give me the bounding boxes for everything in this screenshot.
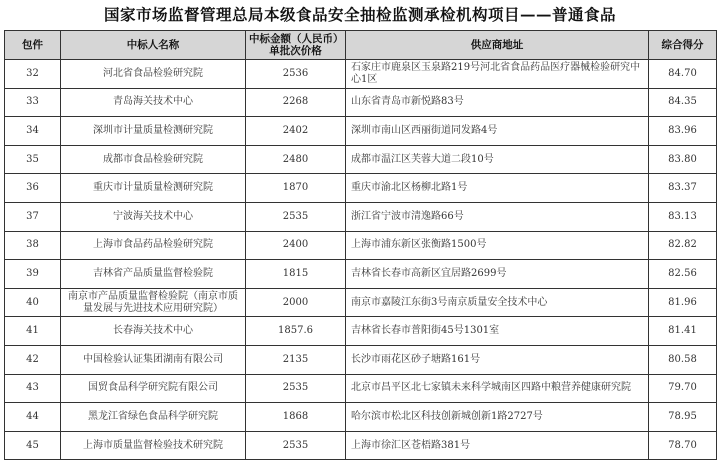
- cell-package: 45: [5, 431, 61, 460]
- cell-address: 浙江省宁波市清逸路66号: [346, 202, 649, 231]
- cell-winner: 上海市质量监督检验技术研究院: [61, 431, 246, 460]
- table-row: [5, 374, 717, 403]
- table-row: [5, 231, 717, 260]
- header-winner: 中标人名称: [61, 31, 246, 60]
- header-amount-line2: 单批次价格: [269, 45, 322, 57]
- cell-package: 44: [5, 403, 61, 432]
- table-row: [5, 145, 717, 174]
- cell-winner: 吉林省产品质量监督检验院: [61, 260, 246, 289]
- table-row: [5, 260, 717, 289]
- cell-package: 34: [5, 117, 61, 146]
- cell-winner: 中国检验认证集团湖南有限公司: [61, 345, 246, 374]
- cell-score: 82.82: [649, 231, 717, 260]
- table-row: [5, 88, 717, 117]
- cell-address: 上海市徐汇区苍梧路381号: [346, 431, 649, 460]
- cell-winner: 深圳市计量质量检测研究院: [61, 117, 246, 146]
- cell-address: 长沙市雨花区砂子塘路161号: [346, 345, 649, 374]
- cell-package: 35: [5, 145, 61, 174]
- cell-package: 42: [5, 345, 61, 374]
- document-title: 国家市场监督管理总局本级食品安全抽检监测承检机构项目——普通食品: [103, 5, 616, 24]
- cell-address: 成都市温江区芙蓉大道二段10号: [346, 145, 649, 174]
- cell-amount: 2536: [246, 60, 346, 89]
- cell-address: 山东省青岛市新悦路83号: [346, 88, 649, 117]
- cell-score: 81.96: [649, 288, 717, 317]
- cell-score: 83.13: [649, 202, 717, 231]
- cell-score: 83.96: [649, 117, 717, 146]
- cell-package: 37: [5, 202, 61, 231]
- cell-winner: 青岛海关技术中心: [61, 88, 246, 117]
- cell-address: 哈尔滨市松北区科技创新城创新1路2727号: [346, 403, 649, 432]
- cell-amount: 2480: [246, 145, 346, 174]
- cell-winner: 河北省食品检验研究院: [61, 60, 246, 89]
- cell-score: 84.70: [649, 60, 717, 89]
- cell-address: 石家庄市鹿泉区玉泉路219号河北省食品药品医疗器械检验研究中心1区: [346, 60, 649, 89]
- cell-package: 32: [5, 60, 61, 89]
- cell-package: 43: [5, 374, 61, 403]
- cell-address: 吉林省长春市高新区宜居路2699号: [346, 260, 649, 289]
- cell-score: 82.56: [649, 260, 717, 289]
- cell-address: 吉林省长春市普阳街45号1301室: [346, 317, 649, 346]
- cell-score: 84.35: [649, 88, 717, 117]
- cell-amount: 2535: [246, 202, 346, 231]
- cell-amount: 2402: [246, 117, 346, 146]
- table-body: [5, 60, 717, 460]
- cell-winner: 成都市食品检验研究院: [61, 145, 246, 174]
- table-row: [5, 403, 717, 432]
- header-score: 综合得分: [649, 31, 717, 60]
- cell-package: 41: [5, 317, 61, 346]
- table-row: [5, 317, 717, 346]
- cell-package: 38: [5, 231, 61, 260]
- cell-score: 83.80: [649, 145, 717, 174]
- cell-address: 深圳市南山区西丽街道同发路4号: [346, 117, 649, 146]
- table-row: [5, 202, 717, 231]
- cell-winner: 重庆市计量质量检测研究院: [61, 174, 246, 203]
- cell-amount: 2268: [246, 88, 346, 117]
- header-address: 供应商地址: [346, 31, 649, 60]
- header-package: 包件: [5, 31, 61, 60]
- cell-address: 上海市浦东新区张衡路1500号: [346, 231, 649, 260]
- cell-amount: 2000: [246, 288, 346, 317]
- cell-winner: 长春海关技术中心: [61, 317, 246, 346]
- cell-winner: 黑龙江省绿色食品科学研究院: [61, 403, 246, 432]
- cell-amount: 2400: [246, 231, 346, 260]
- cell-address: 重庆市渝北区杨柳北路1号: [346, 174, 649, 203]
- table-row: [5, 117, 717, 146]
- cell-package: 40: [5, 288, 61, 317]
- cell-score: 79.70: [649, 374, 717, 403]
- cell-package: 33: [5, 88, 61, 117]
- table-row: [5, 288, 717, 317]
- cell-amount: 1815: [246, 260, 346, 289]
- cell-address: 南京市嘉陵江东街3号南京质量安全技术中心: [346, 288, 649, 317]
- cell-score: 80.58: [649, 345, 717, 374]
- cell-amount: 2135: [246, 345, 346, 374]
- table-row: [5, 345, 717, 374]
- cell-score: 78.70: [649, 431, 717, 460]
- bid-results-table: [4, 30, 717, 460]
- header-amount-line1: 中标金额（人民币）: [249, 33, 344, 45]
- cell-winner: 宁波海关技术中心: [61, 202, 246, 231]
- table-header: [5, 31, 717, 60]
- cell-amount: 2535: [246, 431, 346, 460]
- table-row: [5, 60, 717, 89]
- cell-package: 39: [5, 260, 61, 289]
- cell-score: 81.41: [649, 317, 717, 346]
- cell-winner: 国贸食品科学研究院有限公司: [61, 374, 246, 403]
- cell-winner: 上海市食品药品检验研究院: [61, 231, 246, 260]
- cell-amount: 1870: [246, 174, 346, 203]
- cell-amount: 1868: [246, 403, 346, 432]
- cell-package: 36: [5, 174, 61, 203]
- cell-winner: 南京市产品质量监督检验院（南京市质量发展与先进技术应用研究院）: [61, 288, 246, 317]
- cell-score: 78.95: [649, 403, 717, 432]
- cell-score: 83.37: [649, 174, 717, 203]
- table-row: [5, 174, 717, 203]
- cell-address: 北京市昌平区北七家镇未来科学城南区四路中粮营养健康研究院: [346, 374, 649, 403]
- header-amount: [246, 31, 346, 60]
- table-row: [5, 431, 717, 460]
- cell-amount: 2535: [246, 374, 346, 403]
- cell-amount: 1857.6: [246, 317, 346, 346]
